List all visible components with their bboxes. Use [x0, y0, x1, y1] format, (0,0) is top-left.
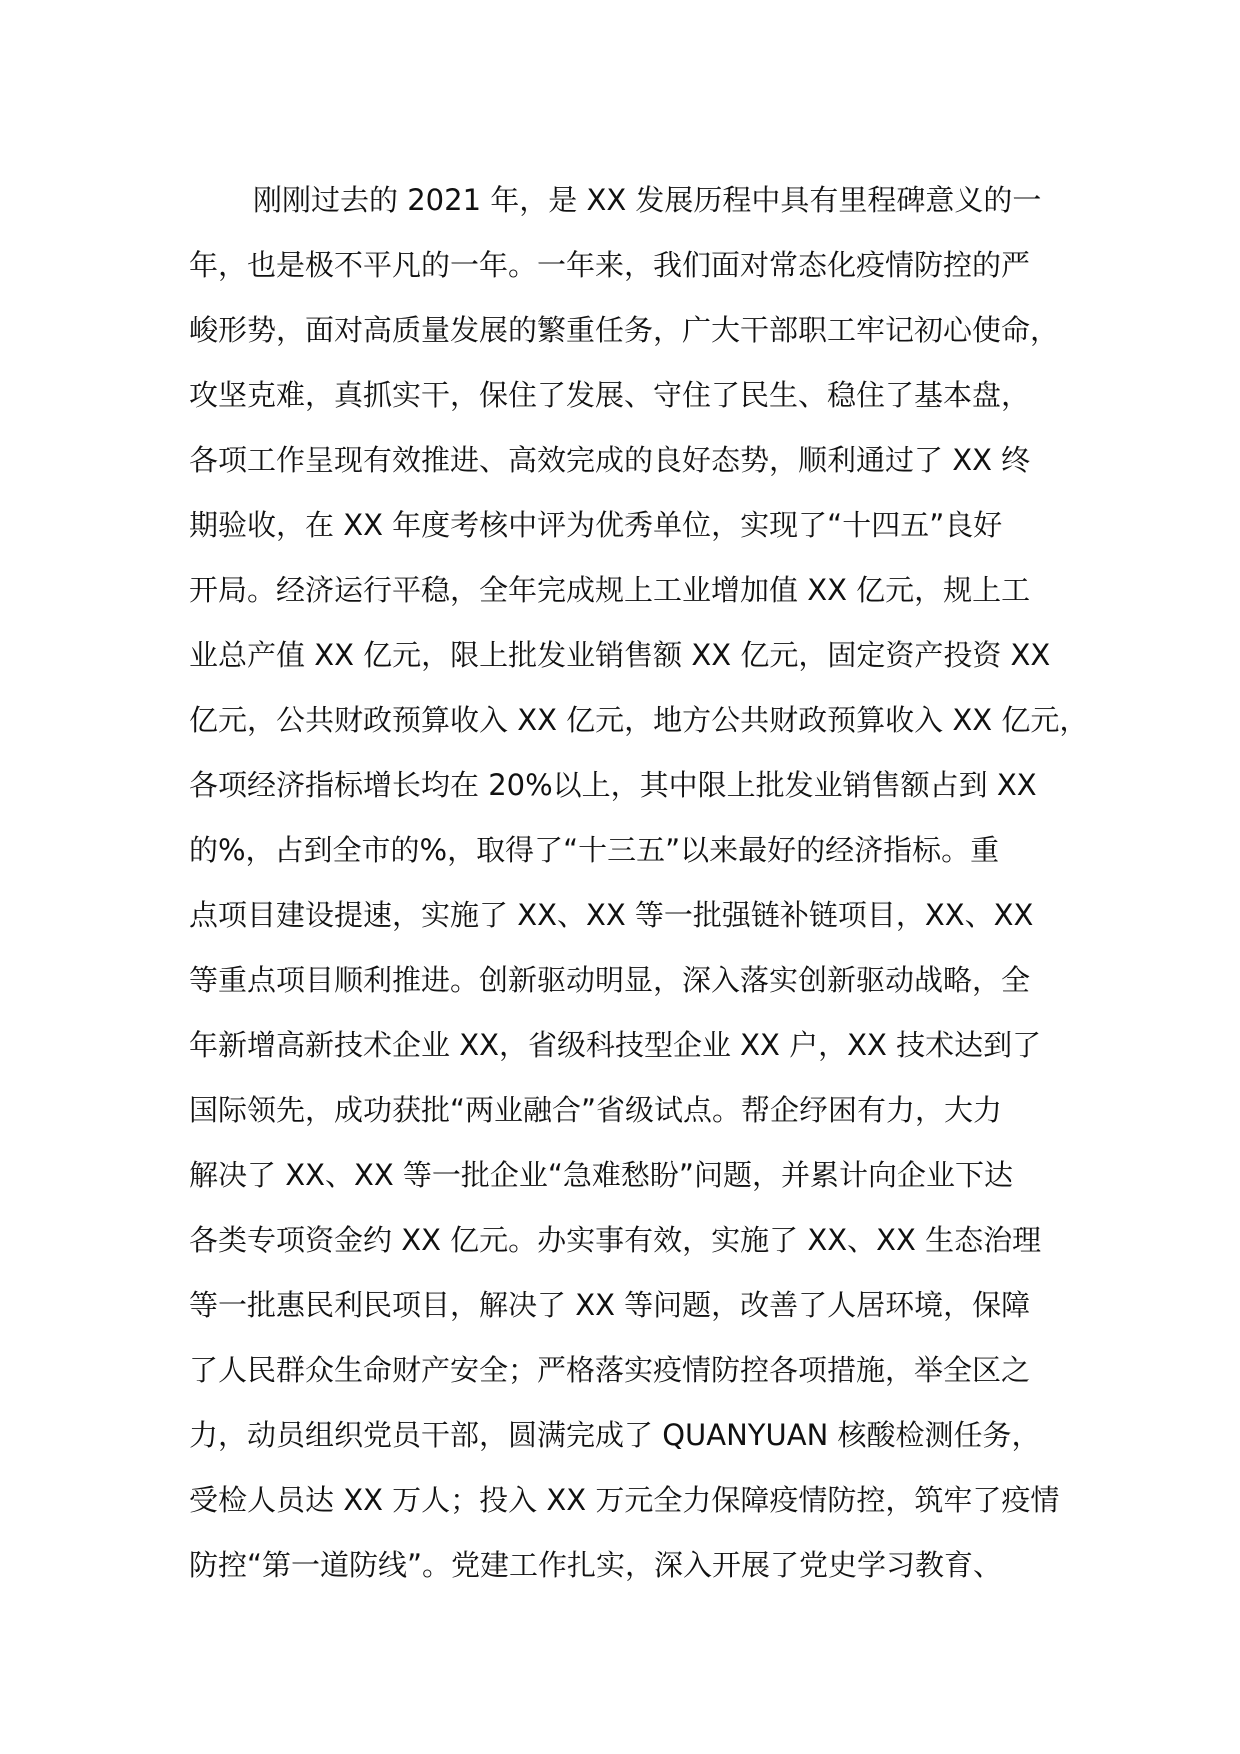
- text-line-20: 力，动员组织党员干部，圆满完成了 QUANYUAN 核酸检测任务，: [189, 1418, 1041, 1452]
- text-line-22: 防控“第一道防线”。党建工作扎实，深入开展了党史学习教育、: [189, 1548, 1003, 1582]
- text-line-10: 各项经济指标增长均在 20%以上，其中限上批发业销售额占到 XX: [189, 768, 1037, 802]
- text-line-12: 点项目建设提速，实施了 XX、XX 等一批强链补链项目，XX、XX: [189, 898, 1034, 932]
- text-line-4: 攻坚克难，真抓实干，保住了发展、守住了民生、稳住了基本盘，: [189, 378, 1031, 412]
- text-line-11: 的%，占到全市的%，取得了“十三五”以来最好的经济指标。重: [189, 833, 1000, 867]
- text-line-19: 了人民群众生命财产安全；严格落实疫情防控各项措施，举全区之: [189, 1353, 1031, 1387]
- text-line-8: 业总产值 XX 亿元，限上批发业销售额 XX 亿元，固定资产投资 XX: [189, 638, 1051, 672]
- text-line-6: 期验收，在 XX 年度考核中评为优秀单位，实现了“十四五”良好: [189, 508, 1003, 542]
- text-line-7: 开局。经济运行平稳，全年完成规上工业增加值 XX 亿元，规上工: [189, 573, 1031, 607]
- text-line-17: 各类专项资金约 XX 亿元。办实事有效，实施了 XX、XX 生态治理: [189, 1223, 1042, 1257]
- text-line-2: 年，也是极不平凡的一年。一年来，我们面对常态化疫情防控的严: [189, 248, 1031, 282]
- text-line-5: 各项工作呈现有效推进、高效完成的良好态势，顺利通过了 XX 终: [189, 443, 1031, 477]
- body-paragraph: [189, 175, 1089, 1605]
- text-line-3: 峻形势，面对高质量发展的繁重任务，广大干部职工牢记初心使命，: [189, 313, 1060, 347]
- text-line-13: 等重点项目顺利推进。创新驱动明显，深入落实创新驱动战略，全: [189, 963, 1031, 997]
- text-line-15: 国际领先，成功获批“两业融合”省级试点。帮企纾困有力，大力: [189, 1093, 1003, 1127]
- text-line-9: 亿元，公共财政预算收入 XX 亿元，地方公共财政预算收入 XX 亿元，: [189, 703, 1089, 737]
- text-line-21: 受检人员达 XX 万人；投入 XX 万元全力保障疫情防控，筑牢了疫情: [189, 1483, 1060, 1517]
- text-line-18: 等一批惠民利民项目，解决了 XX 等问题，改善了人居环境，保障: [189, 1288, 1031, 1322]
- text-line-16: 解决了 XX、XX 等一批企业“急难愁盼”问题，并累计向企业下达: [189, 1158, 1013, 1192]
- text-line-14: 年新增高新技术企业 XX，省级科技型企业 XX 户，XX 技术达到了: [189, 1028, 1042, 1062]
- text-line-1: 刚刚过去的 2021 年，是 XX 发展历程中具有里程碑意义的一: [253, 183, 1042, 217]
